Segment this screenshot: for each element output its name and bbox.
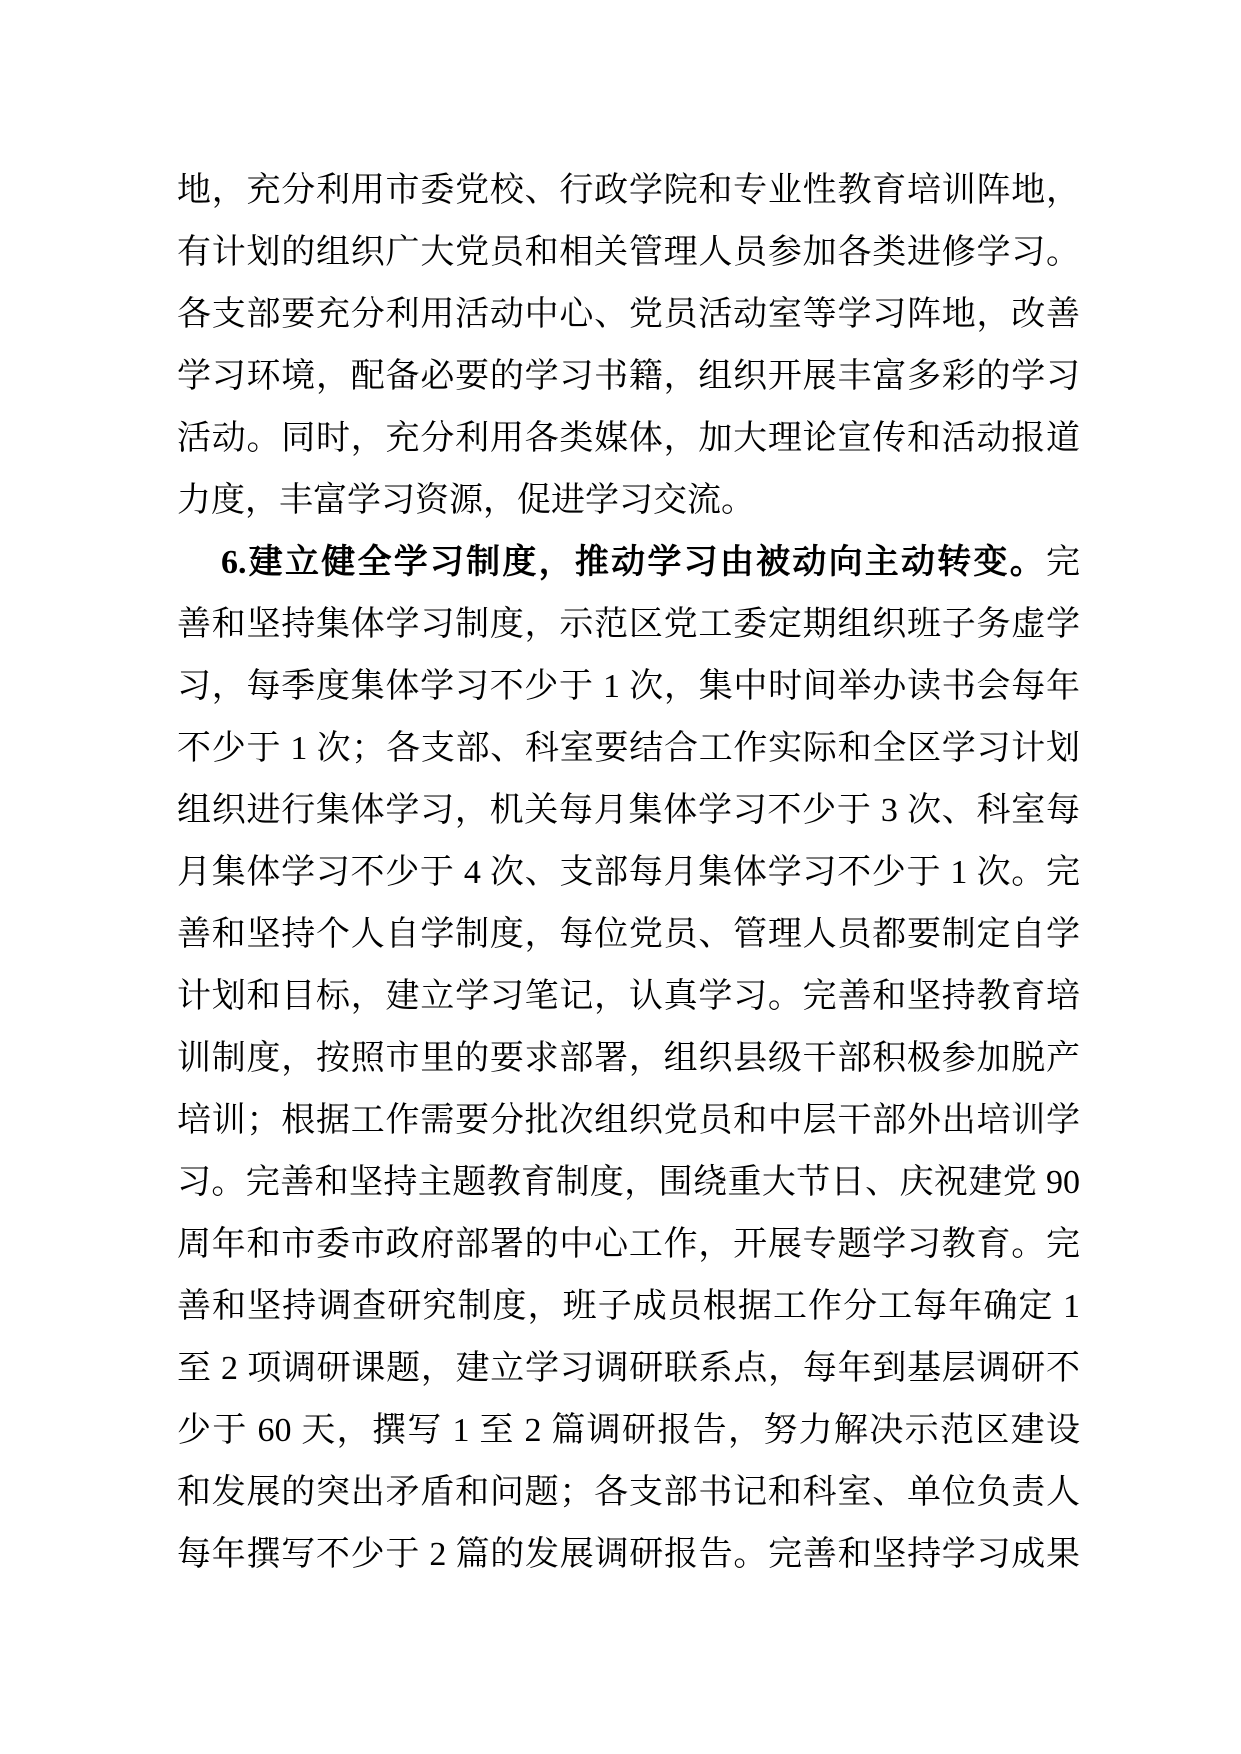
body-text: 善和坚持调查研究制度，班子成员根据工作分工每年确定 1 [177, 1288, 1080, 1325]
body-text: 活动。同时，充分利用各类媒体，加大理论宣传和活动报道 [177, 420, 1080, 457]
text-line [177, 222, 1080, 284]
text-line [177, 1090, 1080, 1152]
text-line [177, 284, 1080, 346]
text-line [177, 1400, 1080, 1462]
body-text: 周年和市委市政府部署的中心工作，开展专题学习教育。完 [177, 1226, 1080, 1263]
body-text: 少于 60 天，撰写 1 至 2 篇调研报告，努力解决示范区建设 [177, 1412, 1080, 1449]
text-line [177, 1462, 1080, 1524]
body-text: 完 [1046, 544, 1080, 581]
body-text: 学习环境，配备必要的学习书籍，组织开展丰富多彩的学习 [177, 358, 1080, 395]
body-text: 每年撰写不少于 2 篇的发展调研报告。完善和坚持学习成果 [177, 1536, 1080, 1573]
text-line [177, 904, 1080, 966]
text-line [177, 780, 1080, 842]
text-line [177, 1028, 1080, 1090]
body-text: 各支部要充分利用活动中心、党员活动室等学习阵地，改善 [177, 296, 1080, 333]
text-line [177, 408, 1080, 470]
body-text: 月集体学习不少于 4 次、支部每月集体学习不少于 1 次。完 [177, 854, 1080, 891]
body-text: 至 2 项调研课题，建立学习调研联系点，每年到基层调研不 [177, 1350, 1080, 1387]
text-line [177, 1524, 1080, 1586]
text-line [177, 470, 1080, 532]
text-line [177, 842, 1080, 904]
text-line [177, 346, 1080, 408]
body-text: 培训；根据工作需要分批次组织党员和中层干部外出培训学 [177, 1102, 1080, 1139]
text-line [177, 160, 1080, 222]
body-text: 力度，丰富学习资源，促进学习交流。 [177, 482, 755, 519]
section-heading-text: 6.建立健全学习制度，推动学习由被动向主动转变。 [221, 544, 1046, 581]
text-line [177, 966, 1080, 1028]
text-line [177, 1338, 1080, 1400]
body-text: 组织进行集体学习，机关每月集体学习不少于 3 次、科室每 [177, 792, 1080, 829]
body-text: 习。完善和坚持主题教育制度，围绕重大节日、庆祝建党 90 [177, 1164, 1080, 1201]
body-text: 计划和目标，建立学习笔记，认真学习。完善和坚持教育培 [177, 978, 1080, 1015]
body-text: 善和坚持集体学习制度，示范区党工委定期组织班子务虚学 [177, 606, 1080, 643]
text-line [177, 656, 1080, 718]
text-line [177, 718, 1080, 780]
body-text: 地，充分利用市委党校、行政学院和专业性教育培训阵地， [177, 172, 1080, 209]
text-line [177, 1152, 1080, 1214]
body-text: 和发展的突出矛盾和问题；各支部书记和科室、单位负责人 [177, 1474, 1080, 1511]
text-line [177, 1276, 1080, 1338]
text-line [177, 594, 1080, 656]
body-text: 训制度，按照市里的要求部署，组织县级干部积极参加脱产 [177, 1040, 1080, 1077]
document-body [177, 160, 1080, 1586]
body-text: 有计划的组织广大党员和相关管理人员参加各类进修学习。 [177, 234, 1080, 271]
body-text: 习，每季度集体学习不少于 1 次，集中时间举办读书会每年 [177, 668, 1080, 705]
body-text: 不少于 1 次；各支部、科室要结合工作实际和全区学习计划 [177, 730, 1080, 767]
text-line [177, 1214, 1080, 1276]
text-line [177, 532, 1080, 594]
body-text: 善和坚持个人自学制度，每位党员、管理人员都要制定自学 [177, 916, 1080, 953]
